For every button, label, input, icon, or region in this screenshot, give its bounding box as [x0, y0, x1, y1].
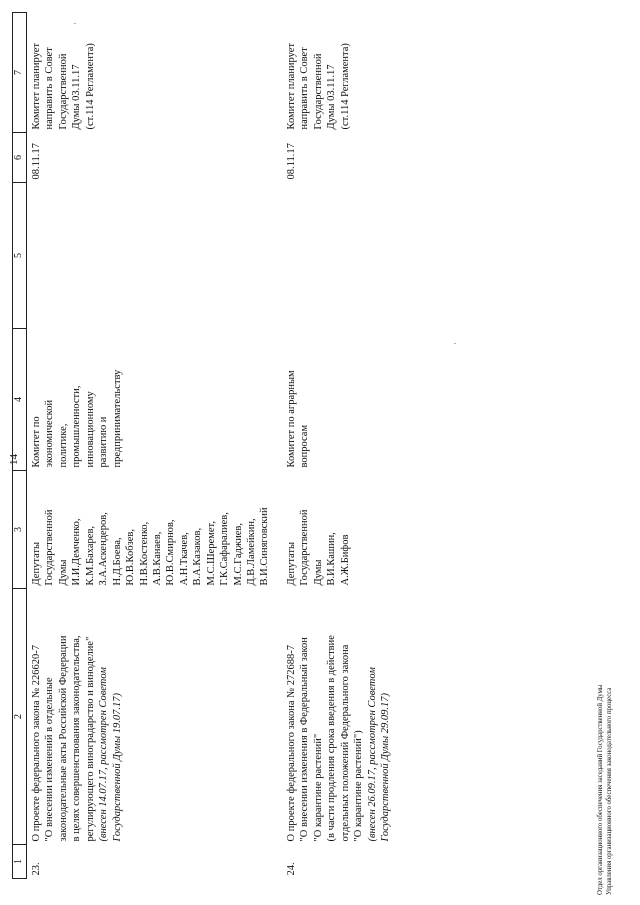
- bill-cell: [27, 589, 282, 845]
- date-cell: 08.11.17: [285, 143, 297, 180]
- bill-note: (внесен 26.09.17, рассмотрен Советом: [366, 667, 378, 842]
- col5-cell: [282, 183, 403, 329]
- bill-title: О проекте федерального закона № 272688-7: [285, 644, 297, 842]
- row-number: 24.: [285, 862, 297, 876]
- author-line: Государственной: [299, 509, 311, 586]
- author-line: Думы: [57, 559, 69, 586]
- scan-speck: ·: [450, 342, 460, 345]
- bill-note: (внесен 14.07.17, рассмотрен Советом: [98, 667, 110, 842]
- header-col-6: 6: [13, 133, 27, 183]
- plan-line: Государственной: [57, 53, 69, 130]
- author-line: Депутаты: [285, 541, 297, 586]
- plan-line: Комитет планирует: [31, 43, 42, 130]
- author-line: В.И.Кашин,: [326, 532, 338, 586]
- header-col-4: 4: [13, 329, 27, 471]
- plan-line: Государственной: [312, 53, 324, 130]
- table-row: [282, 13, 403, 879]
- plan-line: Думы 03.11.17: [326, 64, 338, 130]
- committee-line: экономической: [44, 399, 56, 468]
- author-line: М.С.Гаджиев,: [232, 522, 244, 586]
- author-line: А.Н.Ткачев,: [178, 532, 190, 586]
- date-cell: 08.11.17: [31, 143, 42, 180]
- plan-line: Комитет планирует: [285, 43, 297, 130]
- footer: [596, 685, 614, 895]
- header-col-2: 2: [13, 589, 27, 845]
- footer-line: Управления организационного обеспечения законодательного процесса: [606, 687, 614, 895]
- committee-line: политике,: [57, 423, 69, 468]
- author-line: Ю.В.Смирнов,: [165, 519, 177, 586]
- authors-cell: [282, 471, 403, 589]
- bill-line: "О карантине растений"): [353, 730, 365, 842]
- header-col-7: 7: [13, 13, 27, 133]
- bill-note: Государственной Думы 29.09.17): [379, 693, 391, 842]
- header-col-3: 3: [13, 471, 27, 589]
- plan-line: (ст.114 Регламента): [84, 43, 96, 130]
- bill-line: "О карантине растений": [312, 733, 324, 842]
- author-line: Н.Д.Боева,: [111, 537, 123, 586]
- bill-line: "О внесении изменения в Федеральный закон: [299, 637, 311, 842]
- header-col-1: 1: [13, 845, 27, 879]
- header-col-5: 5: [13, 183, 27, 329]
- bill-line: отдельных положений Федерального закона: [339, 644, 351, 842]
- author-line: М.С.Шеремет,: [205, 521, 217, 586]
- col5-cell: [27, 183, 282, 329]
- bill-line: "О внесении изменений в отдельные: [44, 677, 56, 842]
- bill-line: в целях совершенствования законодательства,: [71, 635, 83, 842]
- committee-line: вопросам: [299, 424, 311, 468]
- committee-cell: [282, 329, 403, 471]
- plan-cell: [282, 13, 403, 133]
- committee-line: предпринимательству: [111, 369, 123, 468]
- author-line: Государственной: [44, 509, 56, 586]
- committee-line: инновационному: [84, 391, 96, 468]
- plan-line: (ст.114 Регламента): [339, 43, 351, 130]
- author-line: Депутаты: [31, 541, 42, 586]
- author-line: А.В.Канаев,: [151, 531, 163, 586]
- footer-line: Отдел организационного обеспечения заседаний Государственной Думы: [597, 684, 604, 895]
- table-row: [27, 13, 282, 879]
- authors-cell: [27, 471, 282, 589]
- author-line: Ю.В.Кобзев,: [125, 528, 137, 586]
- author-line: Д.В.Ламейкин,: [246, 518, 257, 586]
- author-line: В.А.Казаков,: [192, 527, 204, 586]
- bill-line: (в части продления срока введения в действие: [326, 635, 338, 842]
- bills-table: [12, 12, 402, 879]
- plan-line: направить в Совет: [299, 47, 311, 130]
- bill-note: Государственной Думы 19.07.17): [111, 693, 123, 842]
- page-number: 14: [8, 454, 20, 465]
- scan-speck: ·: [70, 22, 80, 25]
- author-line: З.А.Аскендеров,: [98, 512, 110, 586]
- author-line: И.И.Демченко,: [71, 518, 83, 586]
- author-line: К.М.Бахарев,: [84, 525, 96, 586]
- bill-cell: [282, 589, 403, 845]
- author-line: А.Ж.Бифов: [339, 534, 351, 586]
- author-line: Думы: [312, 559, 324, 586]
- author-line: Н.В.Костенко,: [138, 521, 150, 586]
- author-line: В.И.Синяговский: [259, 507, 271, 586]
- committee-line: промышленности,: [71, 385, 83, 468]
- committee-line: Комитет по: [31, 416, 42, 468]
- committee-line: Комитет по аграрным: [285, 370, 297, 468]
- author-line: Г.К.Сафаралиев,: [219, 512, 231, 586]
- bill-line: законодательные акты Российской Федерации: [57, 635, 69, 842]
- header-row: [13, 13, 27, 879]
- plan-cell: [27, 13, 282, 133]
- bill-title: О проекте федерального закона № 226620-7: [31, 644, 42, 842]
- plan-line: направить в Совет: [44, 47, 56, 130]
- plan-line: Думы 03.11.17: [71, 64, 83, 130]
- row-number: 23.: [31, 862, 42, 876]
- committee-line: развитию и: [98, 416, 110, 468]
- committee-cell: [27, 329, 282, 471]
- bill-line: регулирующего виноградарство и виноделие": [84, 636, 96, 842]
